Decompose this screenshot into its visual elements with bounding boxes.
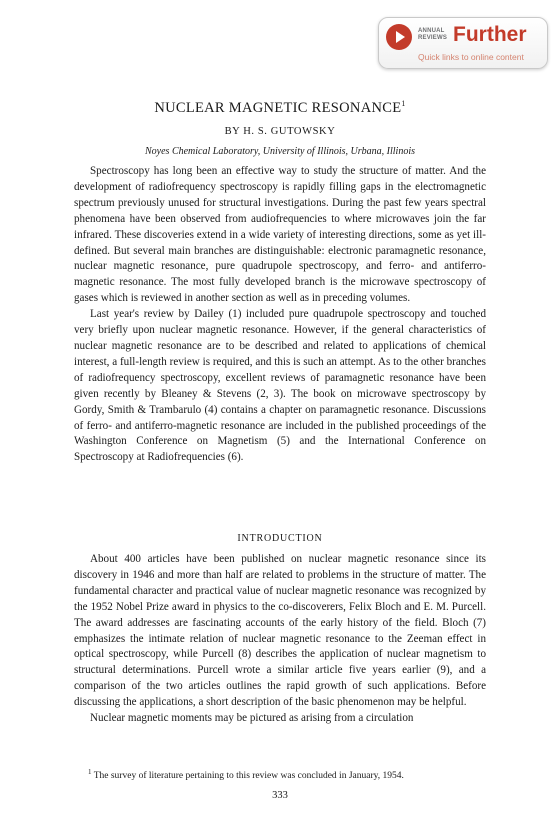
annual-reviews-further-badge[interactable] [378,17,548,69]
article-author: BY H. S. GUTOWSKY [224,126,336,137]
paragraph: Last year's review by Dailey (1) included pure quadrupole spectroscopy and touched very briefly upon nuclear magnetic resonance. However, if the general characteristics of nuclear magnetic resonance are to be described and related to applications of chemical interest, a full-length review is required, and this is such an attempt. As to the other branches of radiofrequency spectroscopy, excellent reviews of paramagnetic resonance have been given recently by Bleaney & Stevens (2, 3). The book on microwave spectroscopy by Gordy, Smith & Trambarulo (4) contains a chapter on paramagnetic resonance. Discussions of ferro- and antiferro-magnetic resonance are included in the published proceedings of the Washington Conference on Magnetism (5) and the International Conference on Spectroscopy at Radiofrequencies (6). [74,308,486,464]
body-text-opening [74,164,486,466]
article-title: NUCLEAR MAGNETIC RESONANCE$^1$ [154,99,406,116]
footnote-mark: 1 [88,768,92,776]
paragraph: About 400 articles have been published on nuclear magnetic resonance since its discovery in 1946 and more than half are related to problems in the structure of matter. The fundamental character and practical value of nuclear magnetic resonance was recognized by the 1952 Nobel Prize award in physics to the co-discoverers, Felix Bloch and E. M. Purcell. The award addresses are fascinating accounts of the early history of the field. Bloch (7) emphasizes the intimate relation of nuclear magnetic resonance to the Zeeman effect in optical spectroscopy, while Purcell (8) describes the application of nuclear magnetism to structural determinations. Purcell wrote a similar article five years earlier (9), and a comparison of the two articles outlines the rapid growth of such applications. Before discussing the applications, a short description of the basic phenomenon may be helpful. [74,553,486,709]
footnote: $^1$ The survey of literature pertaining to this review was concluded in January, 1954. [88,768,404,782]
body-text-introduction [74,552,486,727]
author-affiliation: Noyes Chemical Laboratory, University of Illinois, Urbana, Illinois [145,146,415,157]
badge-brand: ANNUAL REVIEWS [418,28,448,41]
page-number: 333 [272,790,288,801]
badge-title: Further [453,23,527,46]
paragraph: Nuclear magnetic moments may be pictured as arising from a circulation [90,712,414,725]
title-footnote-mark: 1 [401,99,406,108]
annual-reviews-logo-icon [386,24,412,50]
paragraph: Spectroscopy has long been an effective way to study the structure of matter. And the development of radiofrequency spectroscopy is rapidly filling gaps in the electromagnetic spectrum previously unused for structural investigations. During the past few years spectral phenomena have been observed from audiofrequencies to where microwaves join the far infrared. These discoveries extend in a wide variety of interesting directions, some as yet ill-defined. But several main branches are distinguishable: electronic paramagnetic resonance, nuclear magnetic resonance, pure quadrupole spectroscopy, and ferro- and antiferro-magnetic resonance. The most fully developed branch is the microwave spectroscopy of gases which is reviewed in another section as well as in preceding volumes. [74,165,486,305]
badge-subtitle[interactable]: Quick links to online content [418,52,524,62]
section-heading-introduction: INTRODUCTION [237,533,323,544]
